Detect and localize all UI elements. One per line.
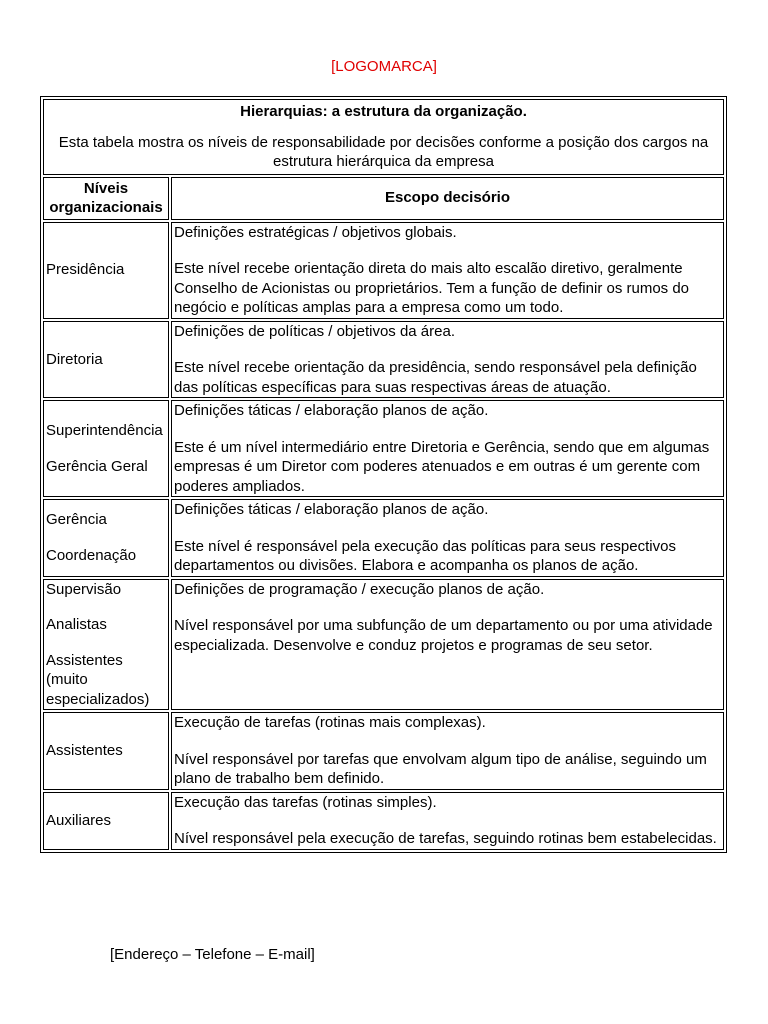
scope-title: Definições estratégicas / objetivos globais. — [174, 223, 457, 241]
level-cell — [43, 712, 169, 790]
header-levels: Níveis organizacionais — [43, 177, 169, 220]
level-label: Gerência — [46, 511, 107, 529]
level-label: Gerência Geral — [46, 457, 148, 475]
level-label: Coordenação — [46, 546, 137, 564]
scope-cell — [171, 400, 724, 497]
scope-cell — [171, 222, 724, 319]
table-header-row — [43, 177, 724, 220]
table-row — [43, 579, 724, 711]
scope-text: Nível responsável por uma subfunção de um departamento ou por uma atividade especializada. Desenvolve e conduz projetos e programas de seu setor. — [174, 617, 713, 654]
logo-placeholder: [LOGOMARCA] — [331, 58, 437, 75]
scope-text: Nível responsável por tarefas que envolvam algum tipo de análise, seguindo um plano de trabalho bem definido. — [174, 750, 707, 787]
scope-title: Definições de programação / execução planos de ação. — [174, 580, 545, 598]
scope-text: Este é um nível intermediário entre Diretoria e Gerência, sendo que em algumas empresas é um Diretor com poderes atenuados e em outras é um gerente com poderes ampliados. — [174, 438, 710, 495]
footer-contact: [Endereço – Telefone – E-mail] — [110, 946, 315, 963]
scope-title: Definições táticas / elaboração planos de ação. — [174, 402, 489, 419]
level-label: Assistentes — [46, 742, 123, 759]
table-description: Esta tabela mostra os níveis de responsabilidade por decisões conforme a posição dos cargos na estrutura hierárquica da empresa — [58, 133, 709, 170]
scope-title: Definições táticas / elaboração planos de ação. — [174, 501, 489, 518]
table-row — [43, 792, 724, 850]
level-cell — [43, 321, 169, 399]
scope-cell — [171, 579, 724, 711]
scope-title: Execução de tarefas (rotinas mais complexas). — [174, 714, 486, 731]
level-cell — [43, 499, 169, 577]
scope-text: Este nível é responsável pela execução das políticas para seus respectivos departamentos ou divisões. Elabora e acompanha os planos de ação. — [174, 537, 676, 574]
table-row — [43, 712, 724, 790]
scope-cell — [171, 321, 724, 399]
level-label: Presidência — [46, 261, 125, 279]
table-title-cell — [43, 99, 724, 175]
scope-cell — [171, 499, 724, 577]
table-row — [43, 400, 724, 497]
scope-title: Definições de políticas / objetivos da área. — [174, 322, 455, 340]
level-cell — [43, 792, 169, 850]
scope-text: Este nível recebe orientação da presidência, sendo responsável pela definição das políticas específicas para suas respectivas áreas de atuação. — [174, 359, 697, 396]
level-label: Diretoria — [46, 350, 103, 368]
scope-text: Nível responsável pela execução de tarefas, seguindo rotinas bem estabelecidas. — [174, 830, 717, 847]
level-cell — [43, 222, 169, 319]
table-row — [43, 499, 724, 577]
scope-cell — [171, 712, 724, 790]
level-label: Assistentes (muito especializados) — [46, 651, 150, 708]
table-title: Hierarquias: a estrutura da organização. — [240, 103, 527, 120]
level-label: Analistas — [46, 616, 107, 633]
level-label: Auxiliares — [46, 811, 112, 829]
scope-title: Execução das tarefas (rotinas simples). — [174, 793, 437, 811]
level-cell — [43, 400, 169, 497]
level-label: Superintendência — [46, 422, 163, 439]
scope-cell — [171, 792, 724, 850]
hierarchy-table — [40, 96, 727, 853]
table-title-row — [43, 99, 724, 175]
scope-text: Este nível recebe orientação direta do mais alto escalão diretivo, geralmente Conselho de Acionistas ou proprietários. Tem a função de definir os rumos do negócio e políticas amplas para a empresa como um todo. — [174, 260, 690, 316]
table-row — [43, 222, 724, 319]
table-row — [43, 321, 724, 399]
header-scope: Escopo decisório — [171, 177, 724, 220]
level-label: Supervisão — [46, 580, 122, 598]
level-cell — [43, 579, 169, 711]
